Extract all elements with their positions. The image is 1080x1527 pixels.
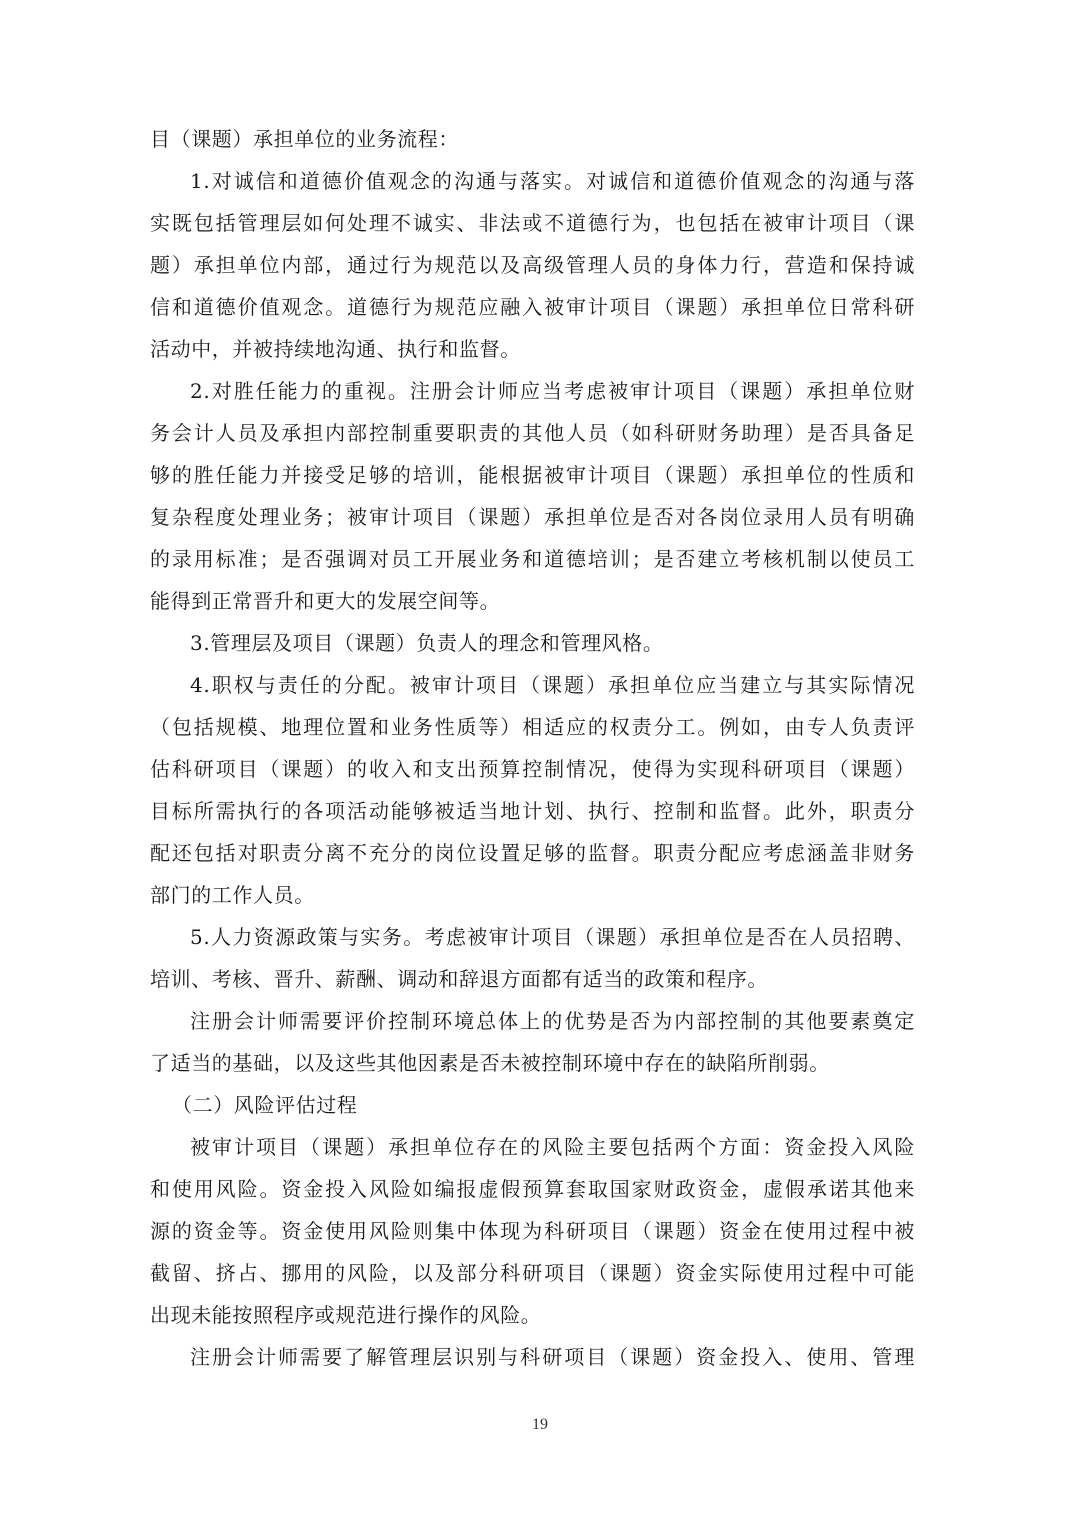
text-line: 出现未能按照程序或规范进行操作的风险。 — [150, 1303, 542, 1327]
text-line: 配还包括对职责分离不充分的岗位设置足够的监督。职责分配应考虑涵盖非财务 — [150, 841, 915, 865]
text-line: 和使用风险。资金投入风险如编报虚假预算套取国家财政资金，虚假承诺其他来 — [150, 1177, 915, 1201]
paragraph-5-start: 5.人力资源政策与实务。考虑被审计项目（课题）承担单位是否在人员招聘、 — [190, 925, 915, 949]
paragraph-2-start: 2.对胜任能力的重视。注册会计师应当考虑被审计项目（课题）承担单位财 — [190, 379, 915, 403]
text-line: 能得到正常晋升和更大的发展空间等。 — [150, 589, 501, 613]
paragraph-7-start: 被审计项目（课题）承担单位存在的风险主要包括两个方面：资金投入风险 — [190, 1135, 915, 1159]
paragraph-1-start: 1.对诚信和道德价值观念的沟通与落实。对诚信和道德价值观念的沟通与落 — [190, 169, 915, 193]
text-line: 够的胜任能力并接受足够的培训，能根据被审计项目（课题）承担单位的性质和 — [150, 463, 915, 487]
paragraph-3: 3.管理层及项目（课题）负责人的理念和管理风格。 — [190, 631, 664, 655]
paragraph-4-start: 4.职权与责任的分配。被审计项目（课题）承担单位应当建立与其实际情况 — [190, 673, 915, 697]
text-line: （包括规模、地理位置和业务性质等）相适应的权责分工。例如，由专人负责评 — [150, 715, 915, 739]
page-number: 19 — [532, 1416, 548, 1433]
paragraph-6-start: 注册会计师需要评价控制环境总体上的优势是否为内部控制的其他要素奠定 — [190, 1009, 915, 1033]
text-line: 部门的工作人员。 — [150, 883, 315, 907]
text-line: 了适当的基础，以及这些其他因素是否未被控制环境中存在的缺陷所削弱。 — [150, 1051, 830, 1075]
text-line: 务会计人员及承担内部控制重要职责的其他人员（如科研财务助理）是否具备足 — [150, 421, 915, 445]
text-line: 估科研项目（课题）的收入和支出预算控制情况，使得为实现科研项目（课题） — [150, 757, 915, 781]
text-line: 的录用标准；是否强调对员工开展业务和道德培训；是否建立考核机制以使员工 — [150, 547, 915, 571]
text-line: 实既包括管理层如何处理不诚实、非法或不道德行为，也包括在被审计项目（课 — [150, 211, 915, 235]
text-line: 目（课题）承担单位的业务流程： — [150, 127, 459, 151]
body-text — [150, 118, 915, 1378]
text-line: 活动中，并被持续地沟通、执行和监督。 — [150, 337, 521, 361]
text-line: 信和道德价值观念。道德行为规范应融入被审计项目（课题）承担单位日常科研 — [150, 295, 915, 319]
text-line: 目标所需执行的各项活动能够被适当地计划、执行、控制和监督。此外，职责分 — [150, 799, 915, 823]
text-line: 复杂程度处理业务；被审计项目（课题）承担单位是否对各岗位录用人员有明确 — [150, 505, 915, 529]
text-line: 培训、考核、晋升、薪酬、调动和辞退方面都有适当的政策和程序。 — [150, 967, 768, 991]
text-line: 源的资金等。资金使用风险则集中体现为科研项目（课题）资金在使用过程中被 — [150, 1219, 915, 1243]
text-line: 截留、挤占、挪用的风险，以及部分科研项目（课题）资金实际使用过程中可能 — [150, 1261, 915, 1285]
paragraph-8-start: 注册会计师需要了解管理层识别与科研项目（课题）资金投入、使用、管理 — [190, 1345, 915, 1369]
text-line: 题）承担单位内部，通过行为规范以及高级管理人员的身体力行，营造和保持诚 — [150, 253, 915, 277]
section-heading: （二）风险评估过程 — [172, 1093, 358, 1117]
